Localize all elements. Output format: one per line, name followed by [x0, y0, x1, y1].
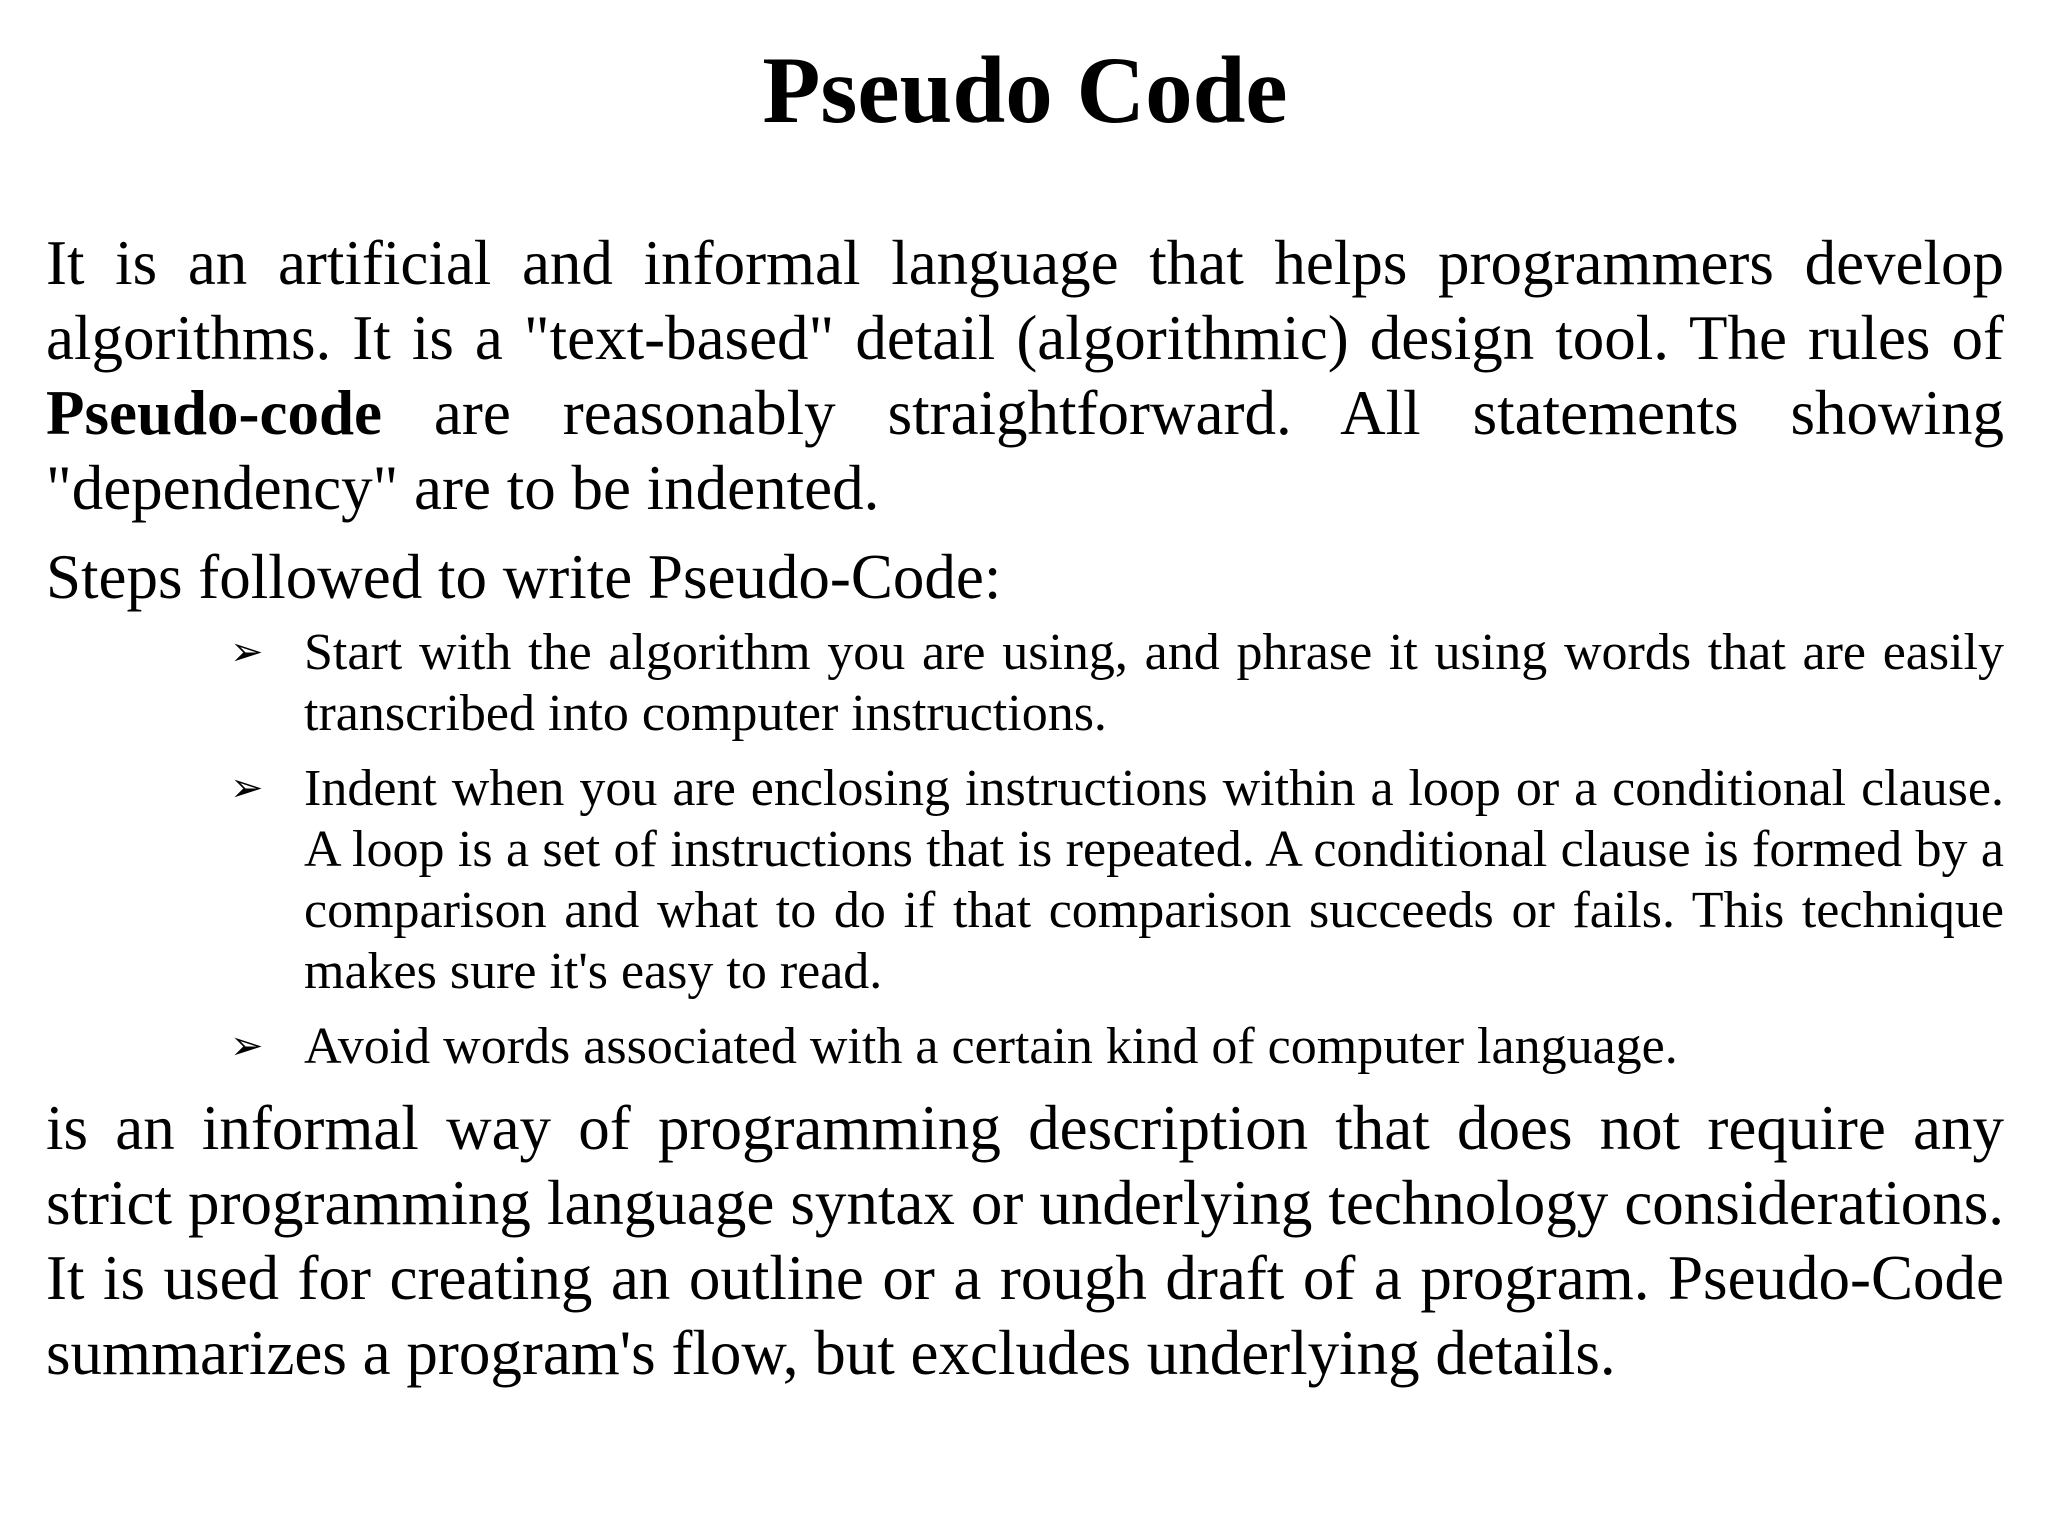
- intro-text-start: It is an artificial and informal language that helps programmers develop algorithms. It is a "text-based" detail (algorithmic) design tool. The rules of: [46, 228, 2004, 373]
- list-item-text: Avoid words associated with a certain kind of computer language.: [304, 1018, 1678, 1075]
- arrow-bullet-icon: ➢: [230, 765, 264, 811]
- page-title: Pseudo Code: [762, 37, 1288, 143]
- arrow-bullet-icon: ➢: [230, 629, 264, 675]
- list-item: [230, 1016, 2004, 1077]
- steps-heading: Steps followed to write Pseudo-Code:: [46, 542, 1002, 612]
- intro-paragraph: [46, 226, 2004, 526]
- intro-bold-term: Pseudo-code: [46, 378, 382, 448]
- steps-list: [46, 622, 2004, 1077]
- list-item-text: Start with the algorithm you are using, and phrase it using words that are easily transcribed into computer instructions.: [304, 624, 2004, 742]
- list-item: [230, 622, 2004, 744]
- arrow-bullet-icon: ➢: [230, 1023, 264, 1069]
- intro-text-end: are reasonably straightforward. All statements showing "dependency" are to be indented.: [46, 378, 2004, 523]
- list-item: [230, 758, 2004, 1002]
- list-item-text: Indent when you are enclosing instructions within a loop or a conditional clause. A loop is a set of instructions that is repeated. A conditional clause is formed by a comparison and what to do if that comparison succeeds or fails. This technique makes sure it's easy to read.: [304, 760, 2004, 1000]
- outro-paragraph: is an informal way of programming description that does not require any strict programming language syntax or underlying technology considerations. It is used for creating an outline or a rough draft of a program. Pseudo-Code summarizes a program's flow, but excludes underlying details.: [46, 1093, 2004, 1388]
